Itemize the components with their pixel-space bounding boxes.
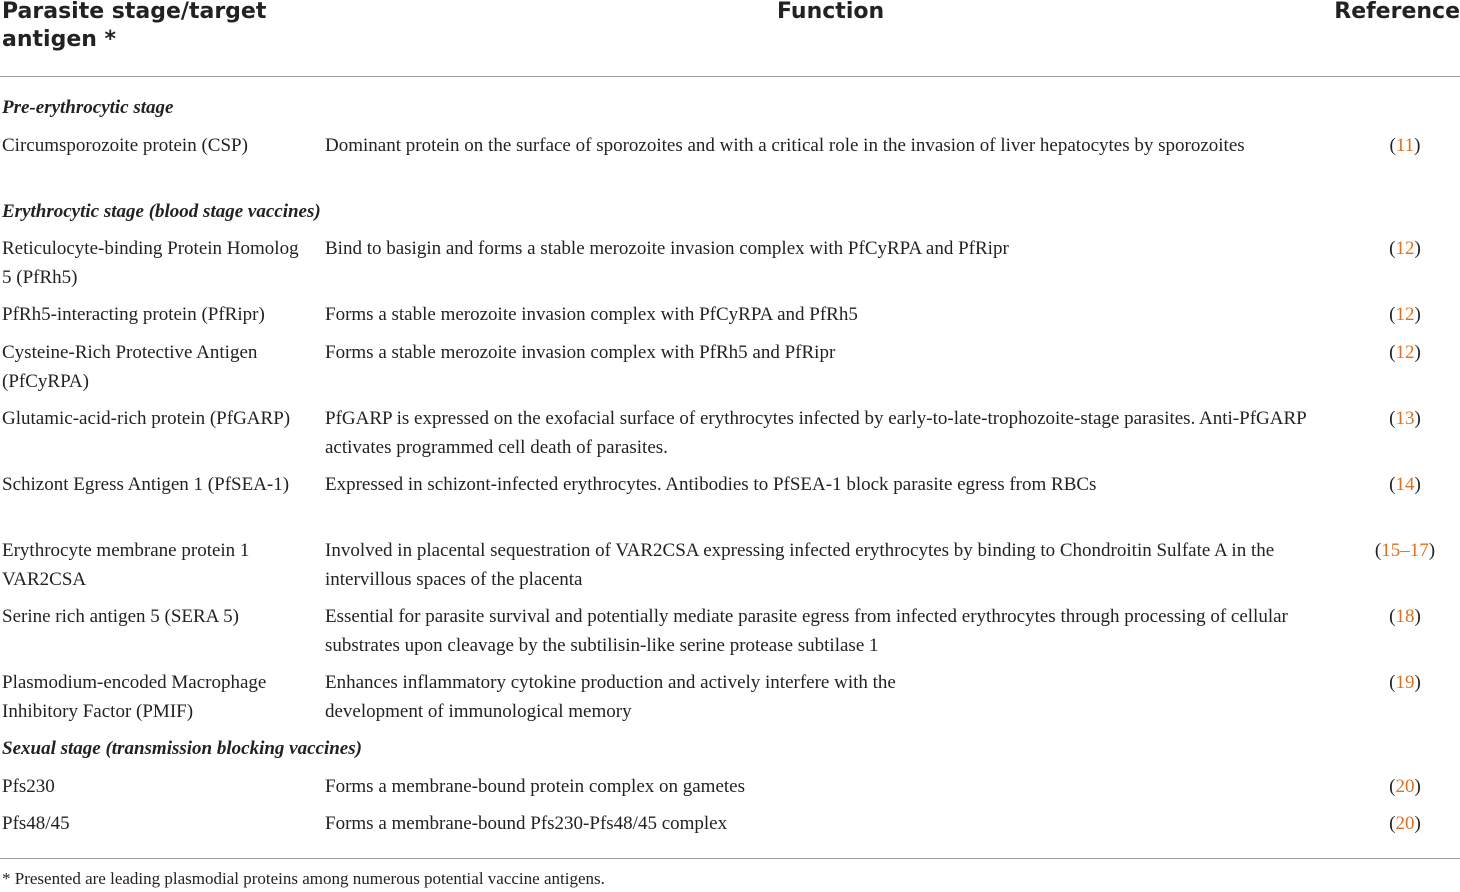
antigen-cell: Pfs48/45: [2, 813, 70, 834]
table-footnote: * Presented are leading plasmodial proteins among numerous potential vaccine antigens.: [2, 869, 605, 888]
reference-cell: (11): [1389, 135, 1421, 156]
reference-cell: (14): [1389, 474, 1421, 495]
reference-link[interactable]: 19: [1395, 672, 1415, 693]
section-title-sexual: Sexual stage (transmission blocking vaccines): [2, 738, 362, 759]
reference-cell: (18): [1389, 606, 1421, 627]
antigen-cell: Circumsporozoite protein (CSP): [2, 135, 248, 156]
table-bottom-divider: [0, 858, 1460, 859]
column-header-stage: Parasite stage/target antigen *: [2, 0, 267, 52]
reference-link[interactable]: 15–17: [1381, 540, 1429, 561]
function-cell: Forms a membrane-bound protein complex on gametes: [325, 776, 746, 797]
reference-cell: (12): [1389, 342, 1421, 363]
function-cell: Expressed in schizont-infected erythrocytes. Antibodies to PfSEA-1 block parasite egress from RBCs: [325, 474, 1097, 495]
reference-link[interactable]: 12: [1395, 342, 1415, 363]
antigen-cell: Pfs230: [2, 776, 55, 797]
reference-link[interactable]: 12: [1395, 238, 1415, 259]
function-cell: Forms a stable merozoite invasion complex with PfCyRPA and PfRh5: [325, 304, 858, 325]
reference-cell: (19): [1389, 672, 1421, 693]
antigen-cell: PfRh5-interacting protein (PfRipr): [2, 304, 265, 325]
antigen-cell: Reticulocyte-binding Protein Homolog 5 (PfRh5): [2, 238, 299, 288]
reference-cell: (15–17): [1374, 540, 1436, 561]
reference-link[interactable]: 12: [1395, 304, 1415, 325]
function-cell: Bind to basigin and forms a stable merozoite invasion complex with PfCyRPA and PfRipr: [325, 238, 1009, 259]
table-header: [0, 0, 1460, 76]
reference-link[interactable]: 11: [1395, 135, 1415, 156]
reference-cell: (12): [1389, 238, 1421, 259]
reference-cell: (13): [1389, 408, 1421, 429]
antigen-cell: Glutamic-acid-rich protein (PfGARP): [2, 408, 291, 429]
reference-link[interactable]: 20: [1395, 776, 1415, 797]
reference-cell: (12): [1389, 304, 1421, 325]
section-title-pre-erythrocytic: Pre-erythrocytic stage: [2, 97, 174, 118]
antigen-cell: Erythrocyte membrane protein 1 VAR2CSA: [2, 540, 250, 590]
reference-link[interactable]: 14: [1395, 474, 1415, 495]
antigen-cell: Plasmodium-encoded Macrophage Inhibitory Factor (PMIF): [2, 672, 267, 722]
reference-cell: (20): [1389, 813, 1421, 834]
reference-cell: (20): [1389, 776, 1421, 797]
antigen-cell: Serine rich antigen 5 (SERA 5): [2, 606, 239, 627]
function-cell: Essential for parasite survival and potentially mediate parasite egress from infected erythrocytes through processing of cellular substrates upon cleavage by the subtilisin-like serine protease subtilase 1: [325, 606, 1288, 656]
section-title-erythrocytic: Erythrocytic stage (blood stage vaccines): [2, 201, 321, 222]
reference-link[interactable]: 18: [1395, 606, 1415, 627]
function-cell: Enhances inflammatory cytokine production and actively interfere with the development of immunological memory: [325, 672, 896, 722]
function-cell: Involved in placental sequestration of VAR2CSA expressing infected erythrocytes by binding to Chondroitin Sulfate A in the intervillous spaces of the placenta: [325, 540, 1275, 590]
reference-link[interactable]: 20: [1395, 813, 1415, 834]
antigen-cell: Cysteine-Rich Protective Antigen (PfCyRPA): [2, 342, 258, 392]
header-divider: [0, 76, 1460, 77]
column-header-reference: Reference: [1334, 0, 1460, 24]
reference-link[interactable]: 13: [1395, 408, 1415, 429]
column-header-function: Function: [777, 0, 885, 24]
antigen-cell: Schizont Egress Antigen 1 (PfSEA-1): [2, 474, 290, 495]
function-cell: Forms a stable merozoite invasion complex with PfRh5 and PfRipr: [325, 342, 836, 363]
function-cell: Dominant protein on the surface of sporozoites and with a critical role in the invasion of liver hepatocytes by sporozoites: [325, 135, 1245, 156]
function-cell: Forms a membrane-bound Pfs230-Pfs48/45 complex: [325, 813, 728, 834]
function-cell: PfGARP is expressed on the exofacial surface of erythrocytes infected by early-to-late-trophozoite-stage parasites. Anti-PfGARP activates programmed cell death of parasites.: [325, 408, 1307, 458]
